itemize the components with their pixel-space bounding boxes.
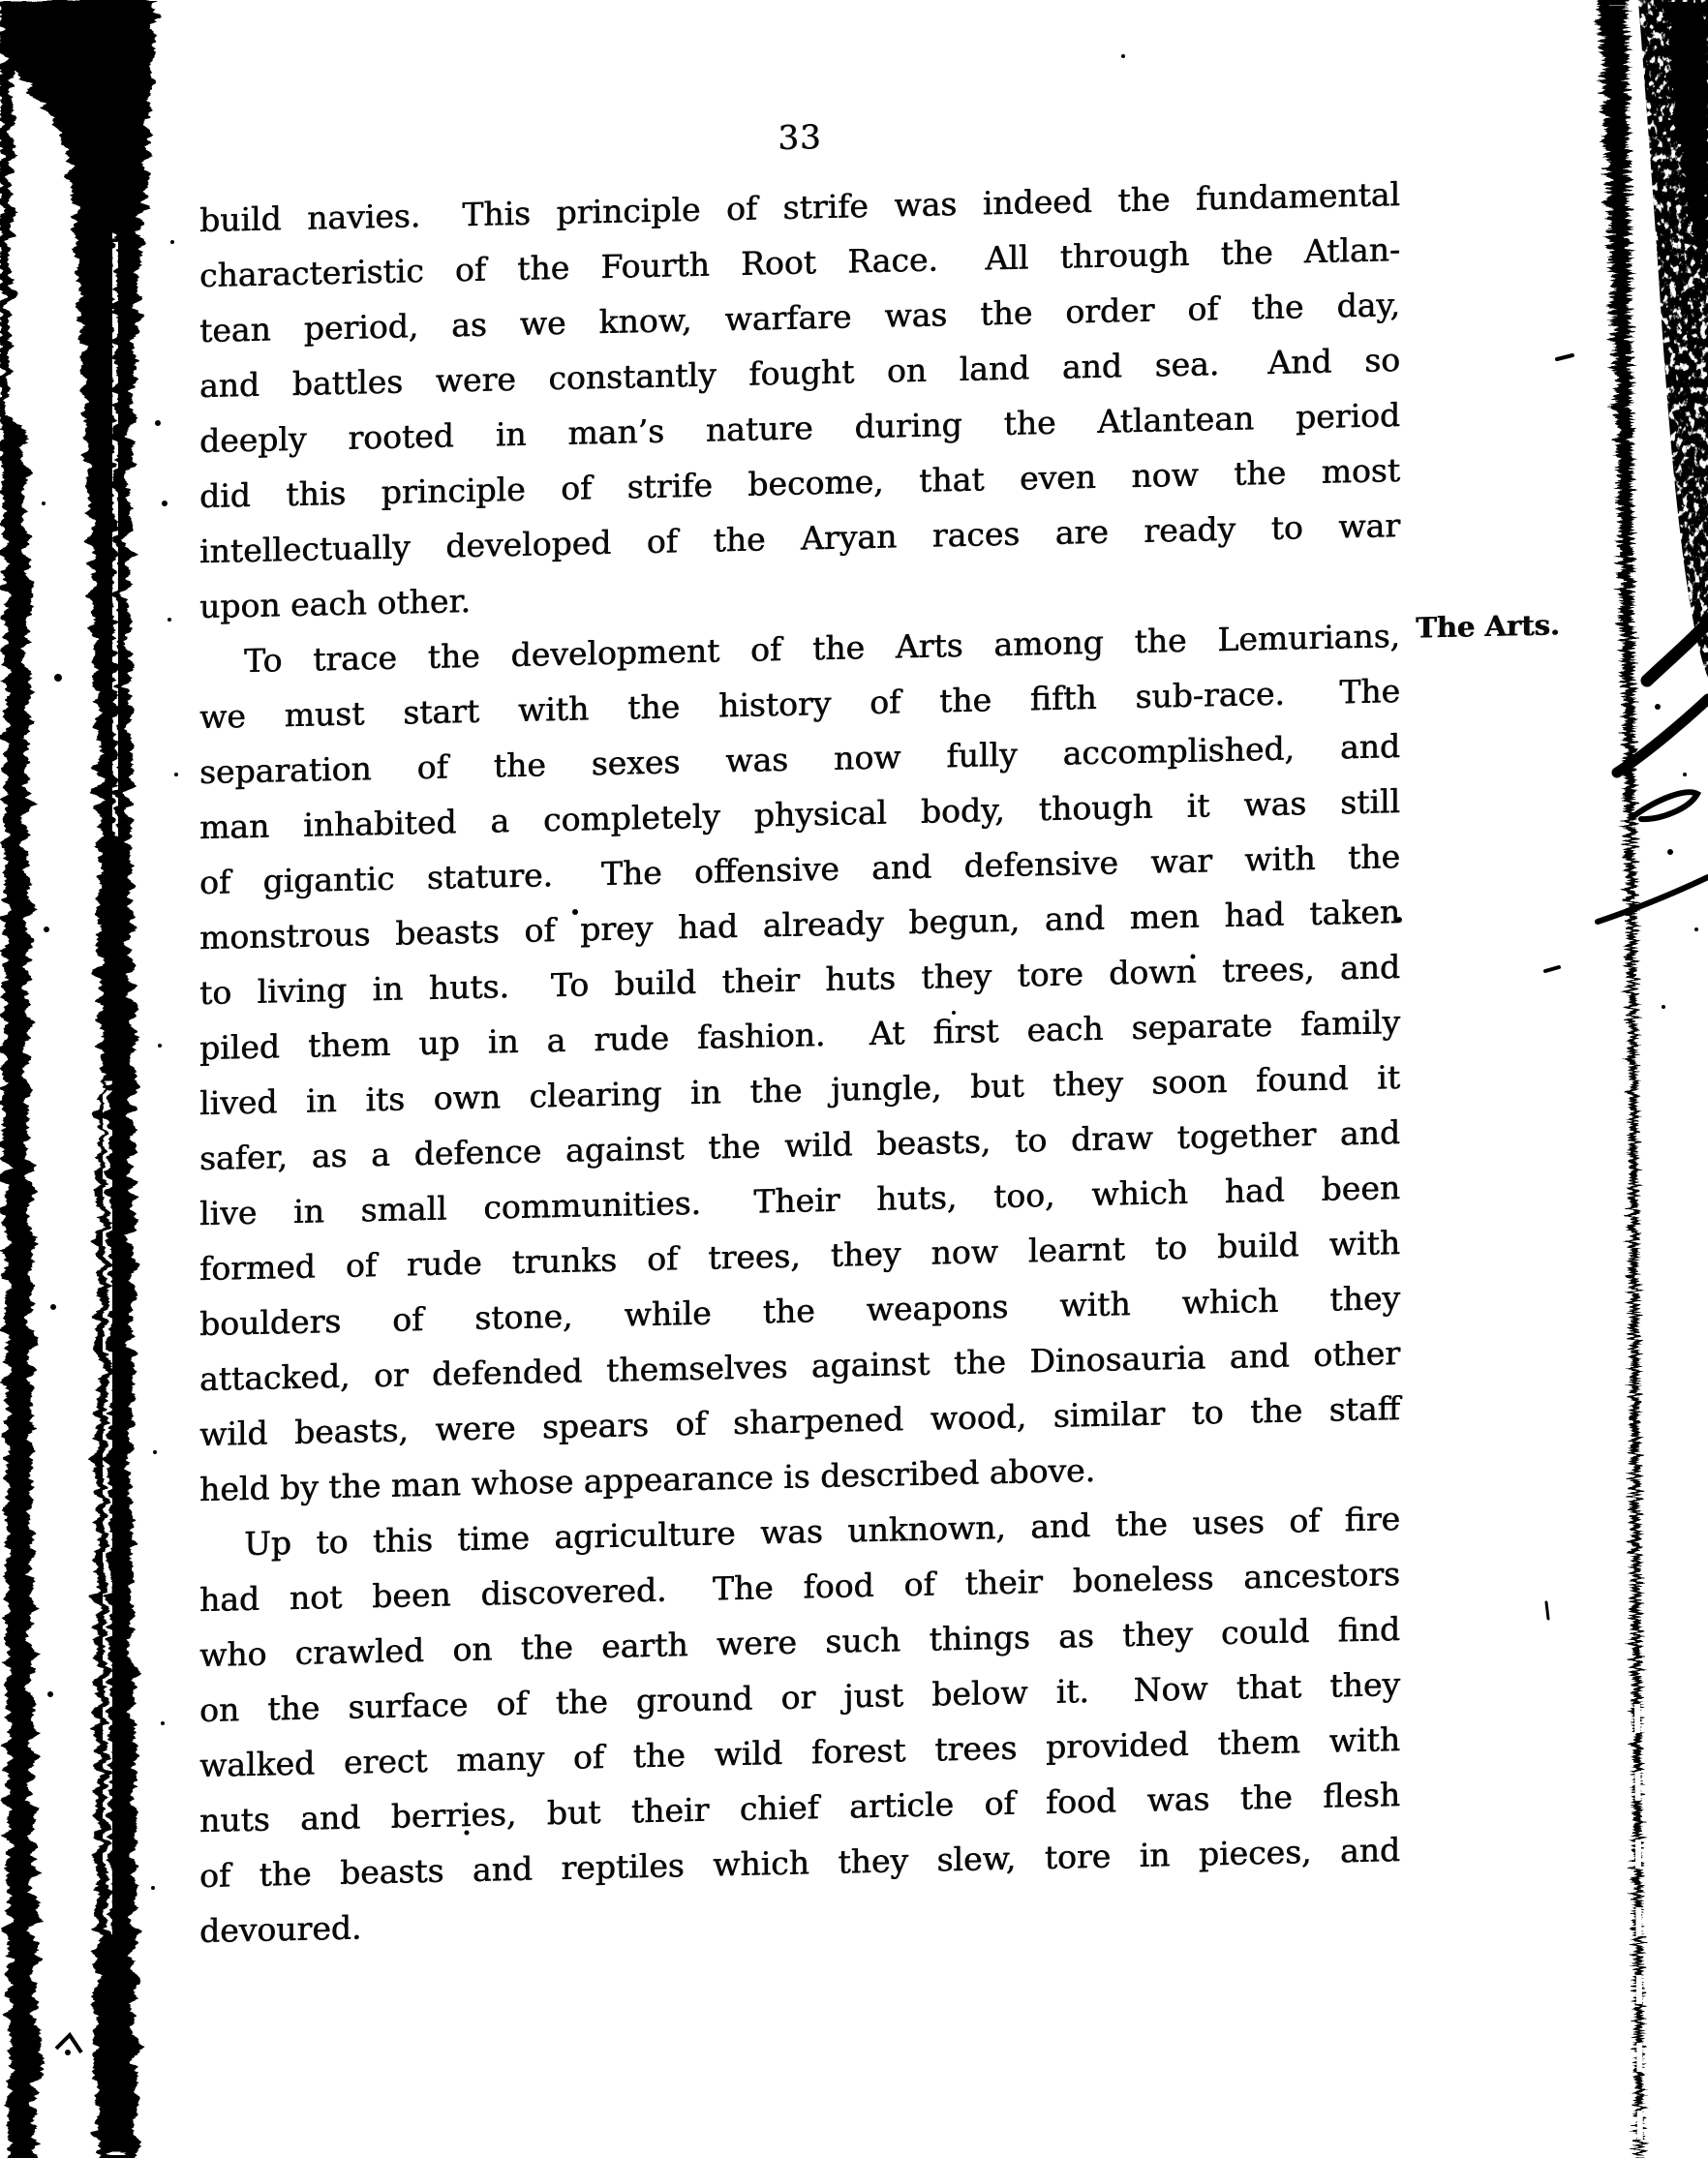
text-line: of gigantic stature. The offensive and defensive war with the [199,836,1400,901]
paragraph [199,608,1400,1517]
text-line: walked erect many of the wild forest trees provided them with [199,1719,1400,1784]
text-line: attacked, or defended themselves against the Dinosauria and other [199,1333,1400,1398]
body-text [199,167,1400,1959]
text-line: tean period, as we know, warfare was the order of the day, [199,285,1400,350]
text-line: characteristic of the Fourth Root Race. All through the Atlan- [199,229,1400,294]
text-line: who crawled on the earth were such things as they could find [199,1609,1400,1674]
pen-stroke [1598,877,1708,922]
text-line: held by the man whose appearance is described above. [199,1450,1096,1508]
text-line: boulders of stone, while the weapons with which they [199,1278,1400,1343]
text-line: intellectually developed of the Aryan races are ready to war [199,505,1400,570]
text-line: had not been discovered. The food of their boneless ancestors [199,1554,1400,1619]
text-line: lived in its own clearing in the jungle, but they soon found it [199,1057,1400,1122]
text-line: of the beasts and reptiles which they slew, tore in pieces, and [199,1830,1400,1895]
text-line: nuts and berries, but their chief article of food was the flesh [199,1775,1400,1839]
margin-note: The Arts. [1416,608,1560,645]
pen-dash [1557,355,1572,359]
pen-stroke [1647,623,1708,681]
text-line: build navies. This principle of strife was indeed the fundamental [199,174,1400,239]
pen-dash [1545,967,1559,971]
paragraph [199,167,1400,634]
text-line: devoured. [199,1908,362,1950]
text-line: we must start with the history of the fifth sub-race. The [199,671,1400,736]
text-line: separation of the sexes was now fully accomplished, and [199,726,1400,791]
text-line: and battles were constantly fought on land and sea. And so [199,340,1400,405]
text-line: monstrous beasts of prey had already begun, and men had taken [199,892,1400,957]
text-line: wild beasts, were spears of sharpened wood, similar to the staff [199,1388,1400,1453]
text-line: did this principle of strife become, that even now the most [199,450,1400,515]
right-edge-artifact [1598,0,1708,2158]
pen-dash [1546,1602,1548,1619]
text-line: deeply rooted in man’s nature during the Atlantean period [199,395,1400,460]
text-line: Up to this time agriculture was unknown, and the uses of fire [244,1499,1400,1563]
left-binding-artifact [0,0,178,2158]
text-line: To trace the development of the Arts among the Lemurians, [244,616,1400,680]
text-line: live in small communities. Their huts, too, which had been [199,1168,1400,1232]
text-line: safer, as a defence against the wild beasts, to draw together and [199,1112,1400,1177]
text-line: formed of rude trunks of trees, they now learnt to build with [199,1223,1400,1288]
text-line: piled them up in a rude fashion. At first each separate family [199,1002,1400,1067]
text-line: man inhabited a completely physical body, though it was still [199,781,1400,846]
text-block [199,98,1560,1959]
text-line: to living in huts. To build their huts they tore down trees, and [199,947,1400,1012]
pen-stroke [1633,792,1697,819]
text-line: on the surface of the ground or just below it. Now that they [199,1664,1400,1729]
paragraph [199,1491,1400,1959]
text-line: upon each other. [199,581,471,625]
page-number: 33 [778,117,822,158]
